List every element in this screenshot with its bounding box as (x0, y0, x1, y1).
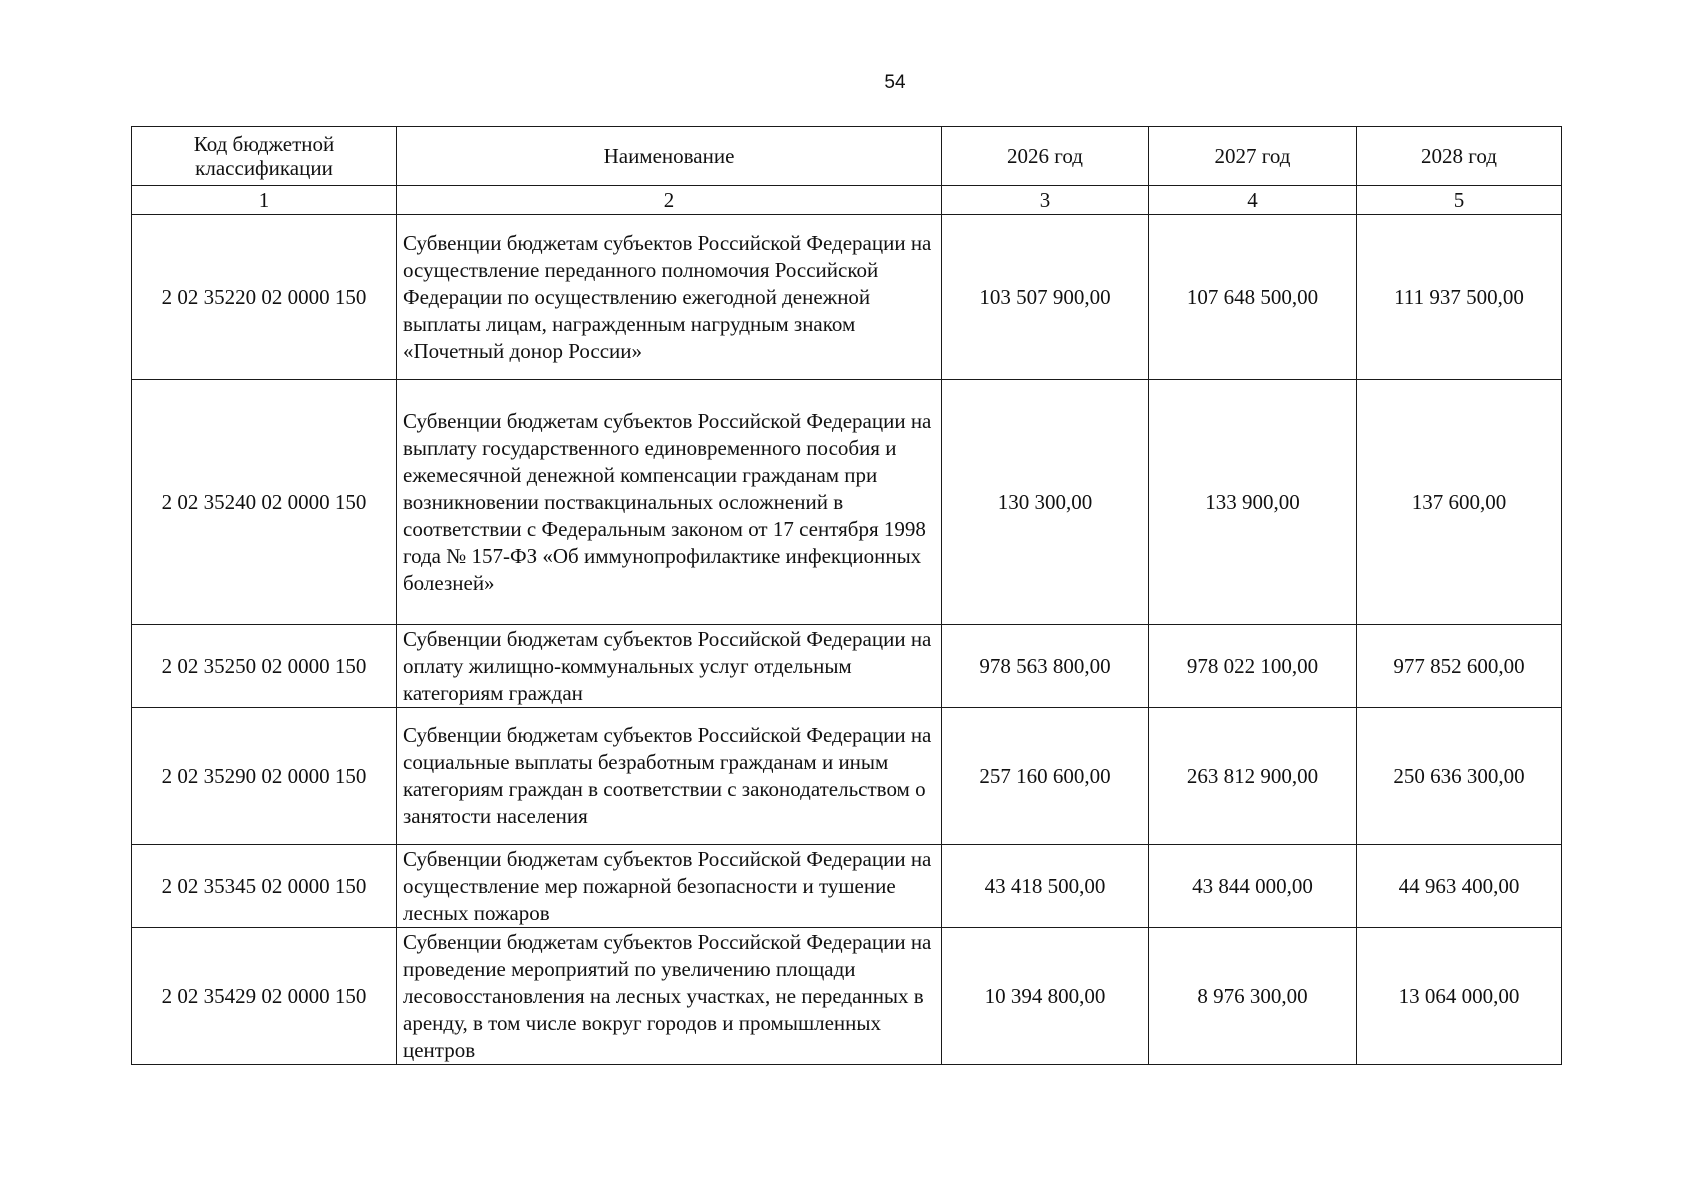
column-index-3: 3 (942, 186, 1149, 215)
table-row (132, 708, 1562, 845)
table-row (132, 215, 1562, 380)
row-value-2028: 13 064 000,00 (1357, 928, 1562, 1065)
header-2028: 2028 год (1357, 127, 1562, 186)
header-row (132, 127, 1562, 186)
row-name: Субвенции бюджетам субъектов Российской Федерации на выплату государственного единовременного пособия и ежемесячной денежной компенсации гражданам при возникновении поствакцинальных осложнений в соответствии с Федеральным законом от 17 сентября 1998 года № 157-ФЗ «Об иммунопрофилактике инфекционных болезней» (397, 380, 942, 625)
header-code: Код бюджетной классификации (132, 127, 397, 186)
row-value-2027: 263 812 900,00 (1149, 708, 1357, 845)
row-name: Субвенции бюджетам субъектов Российской Федерации на оплату жилищно-коммунальных услуг отдельным категориям граждан (397, 625, 942, 708)
row-value-2026: 103 507 900,00 (942, 215, 1149, 380)
row-value-2028: 137 600,00 (1357, 380, 1562, 625)
row-value-2026: 10 394 800,00 (942, 928, 1149, 1065)
row-code: 2 02 35240 02 0000 150 (132, 380, 397, 625)
column-index-2: 2 (397, 186, 942, 215)
row-value-2026: 130 300,00 (942, 380, 1149, 625)
row-value-2027: 43 844 000,00 (1149, 845, 1357, 928)
page-number: 54 (884, 72, 906, 93)
row-name: Субвенции бюджетам субъектов Российской Федерации на социальные выплаты безработным гражданам и иным категориям граждан в соответствии с законодательством о занятости населения (397, 708, 942, 845)
row-value-2027: 133 900,00 (1149, 380, 1357, 625)
row-name: Субвенции бюджетам субъектов Российской Федерации на осуществление мер пожарной безопасности и тушение лесных пожаров (397, 845, 942, 928)
header-2026: 2026 год (942, 127, 1149, 186)
column-index-row (132, 186, 1562, 215)
row-value-2028: 44 963 400,00 (1357, 845, 1562, 928)
header-name: Наименование (397, 127, 942, 186)
row-value-2028: 111 937 500,00 (1357, 215, 1562, 380)
table-row (132, 845, 1562, 928)
column-index-4: 4 (1149, 186, 1357, 215)
row-name: Субвенции бюджетам субъектов Российской Федерации на проведение мероприятий по увеличению площади лесовосстановления на лесных участках, не переданных в аренду, в том числе вокруг городов и промышленных центров (397, 928, 942, 1065)
column-index-1: 1 (132, 186, 397, 215)
row-value-2028: 250 636 300,00 (1357, 708, 1562, 845)
row-code: 2 02 35290 02 0000 150 (132, 708, 397, 845)
table-row (132, 928, 1562, 1065)
row-value-2027: 978 022 100,00 (1149, 625, 1357, 708)
row-name: Субвенции бюджетам субъектов Российской Федерации на осуществление переданного полномочия Российской Федерации по осуществлению ежегодной денежной выплаты лицам, награжденным нагрудным знаком «Почетный донор России» (397, 215, 942, 380)
column-index-5: 5 (1357, 186, 1562, 215)
row-value-2027: 8 976 300,00 (1149, 928, 1357, 1065)
row-code: 2 02 35250 02 0000 150 (132, 625, 397, 708)
row-code: 2 02 35345 02 0000 150 (132, 845, 397, 928)
row-value-2026: 257 160 600,00 (942, 708, 1149, 845)
row-value-2028: 977 852 600,00 (1357, 625, 1562, 708)
budget-table (131, 126, 1562, 1065)
row-value-2026: 978 563 800,00 (942, 625, 1149, 708)
row-value-2027: 107 648 500,00 (1149, 215, 1357, 380)
header-2027: 2027 год (1149, 127, 1357, 186)
row-code: 2 02 35429 02 0000 150 (132, 928, 397, 1065)
table-row (132, 380, 1562, 625)
row-code: 2 02 35220 02 0000 150 (132, 215, 397, 380)
row-value-2026: 43 418 500,00 (942, 845, 1149, 928)
table-row (132, 625, 1562, 708)
